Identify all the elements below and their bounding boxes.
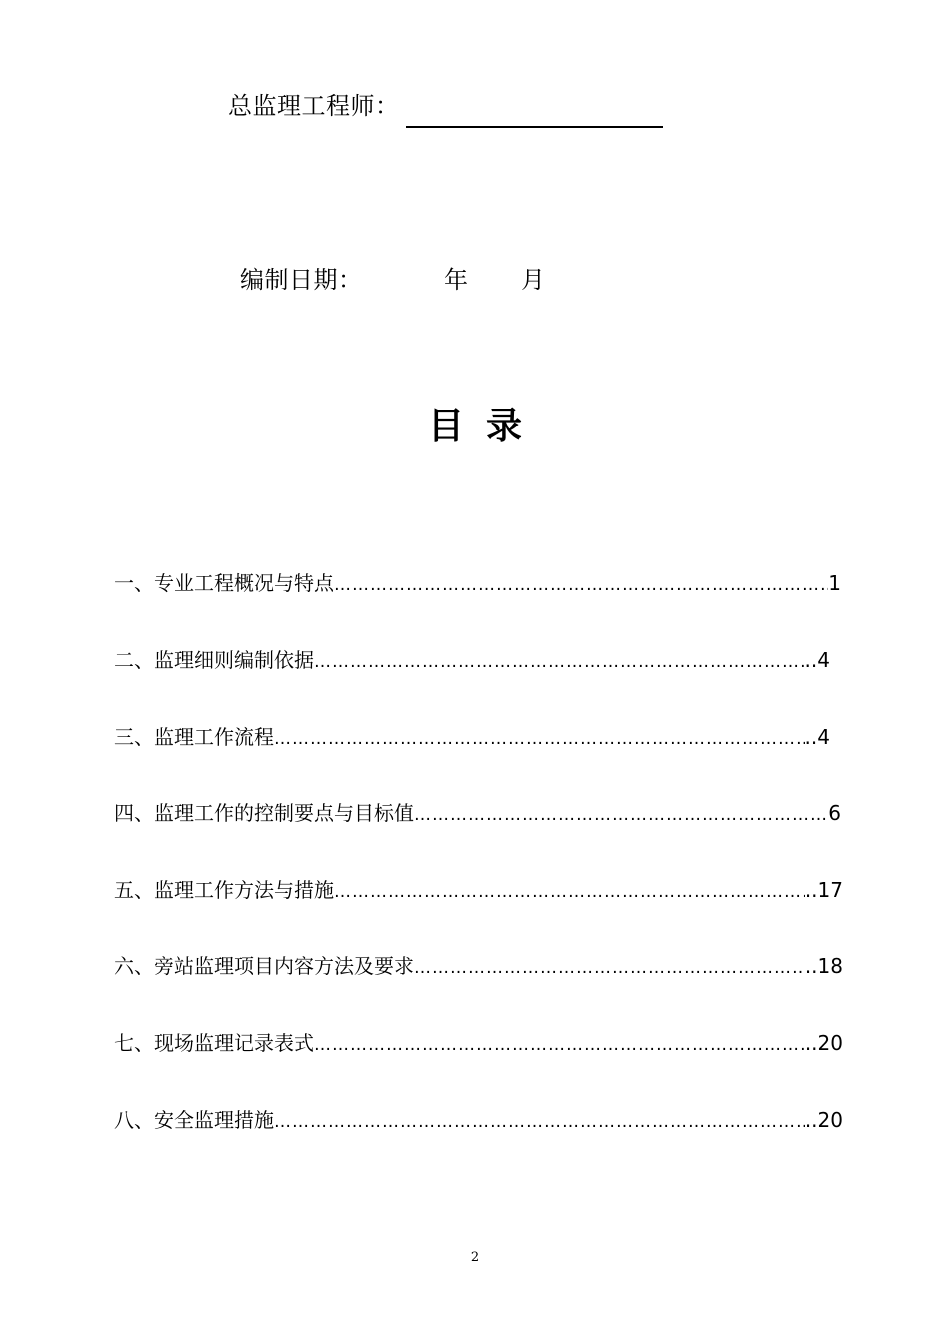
toc-leader-dots (314, 1030, 805, 1060)
toc-entry-title: 监理工作流程 (154, 725, 274, 749)
toc-entry-number: 二、 (114, 648, 154, 672)
toc-entry-number: 四、 (114, 801, 154, 825)
toc-entry[interactable] (114, 798, 841, 828)
date-year-label: 年 (444, 266, 468, 294)
toc-leader-dots (314, 647, 805, 677)
toc-entry-title: 现场监理记录表式 (154, 1031, 314, 1055)
toc-entry-title: 监理工作的控制要点与目标值 (154, 801, 414, 825)
toc-entry-number: 八、 (114, 1108, 154, 1132)
toc-entry-title: 监理工作方法与措施 (154, 878, 334, 902)
toc-entry[interactable] (114, 1105, 843, 1135)
toc-entry-page: ..4 (804, 648, 830, 672)
toc-leader-dots (334, 570, 828, 600)
page-number: 2 (470, 1250, 480, 1265)
toc-entry-page: ..17 (804, 878, 843, 902)
toc-entry-title: 旁站监理项目内容方法及要求 (154, 954, 414, 978)
toc-leader-dots (274, 1107, 805, 1137)
toc-title-char-2: 录 (486, 406, 523, 447)
date-month-label: 月 (521, 266, 545, 294)
toc-title (0, 398, 950, 449)
toc-entry[interactable] (114, 1028, 843, 1058)
compile-date-label: 编制日期： (240, 266, 363, 294)
toc-entry-number: 七、 (114, 1031, 154, 1055)
toc-entry-title: 专业工程概况与特点 (154, 571, 334, 595)
toc-leader-dots (274, 724, 805, 754)
toc-entry[interactable] (114, 722, 830, 752)
chief-engineer-label: 总监理工程师： (228, 92, 400, 120)
toc-entry-title: 监理细则编制依据 (154, 648, 314, 672)
toc-entry-page: ..4 (804, 725, 830, 749)
toc-entry-number: 三、 (114, 725, 154, 749)
toc-entry-number: 一、 (114, 571, 154, 595)
toc-title-char-1: 目 (427, 406, 464, 447)
toc-entry-page: ..18 (804, 954, 843, 978)
toc-entry-page: 6 (828, 801, 841, 825)
signature-line (406, 126, 663, 128)
toc-leader-dots (414, 953, 805, 983)
toc-entry[interactable] (114, 568, 841, 598)
toc-entry[interactable] (114, 951, 843, 981)
toc-entry[interactable] (114, 875, 843, 905)
toc-entry-number: 六、 (114, 954, 154, 978)
toc-leader-dots (334, 877, 805, 907)
toc-entry-number: 五、 (114, 878, 154, 902)
toc-entry-page: ..20 (804, 1031, 843, 1055)
toc-entry-title: 安全监理措施 (154, 1108, 274, 1132)
toc-leader-dots (414, 800, 828, 830)
toc-entry-page: 1 (828, 571, 841, 595)
toc-entry[interactable] (114, 645, 830, 675)
toc-entry-page: ..20 (804, 1108, 843, 1132)
